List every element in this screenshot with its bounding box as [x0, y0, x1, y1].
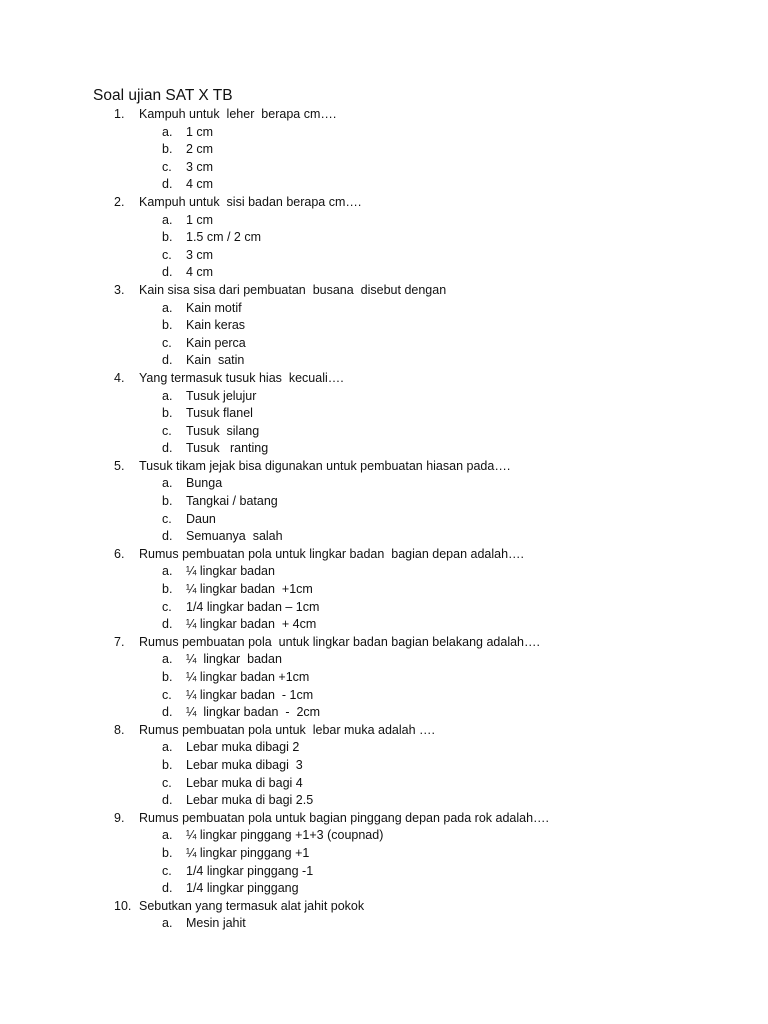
- option-letter: b.: [162, 757, 173, 772]
- option-list: [0, 915, 768, 933]
- option-letter: c.: [162, 159, 172, 174]
- question-item: [0, 194, 768, 282]
- option-letter: b.: [162, 230, 173, 245]
- answer-option: [0, 687, 768, 705]
- option-letter: b.: [162, 142, 173, 157]
- question-number: 4.: [114, 370, 125, 385]
- option-letter: c.: [162, 863, 172, 878]
- question-number: 2.: [114, 194, 125, 209]
- option-list: [0, 300, 768, 370]
- question-row: [0, 546, 768, 564]
- answer-option: [0, 599, 768, 617]
- answer-option: [0, 845, 768, 863]
- option-letter: b.: [162, 670, 173, 684]
- question-number: 5.: [114, 458, 125, 473]
- option-letter: d.: [162, 705, 173, 720]
- option-text: 2 cm: [186, 142, 214, 157]
- question-row: [0, 634, 768, 652]
- question-row: [0, 458, 768, 476]
- answer-option: [0, 669, 768, 687]
- option-letter: a.: [162, 388, 173, 403]
- option-list: [0, 739, 768, 809]
- option-letter: a.: [162, 212, 173, 227]
- option-text: ¼ lingkar pinggang +1: [186, 845, 310, 860]
- option-text: Tusuk ranting: [186, 441, 269, 456]
- question-item: [0, 634, 768, 722]
- answer-option: [0, 264, 768, 282]
- answer-option: [0, 388, 768, 406]
- answer-option: [0, 247, 768, 265]
- question-number: 8.: [114, 722, 125, 737]
- option-text: ¼ lingkar pinggang +1+3 (coupnad): [186, 828, 384, 843]
- answer-option: [0, 915, 768, 933]
- question-item: [0, 282, 768, 370]
- option-letter: b.: [162, 845, 173, 860]
- question-row: [0, 194, 768, 212]
- question-number: 9.: [114, 810, 125, 825]
- answer-option: [0, 827, 768, 845]
- option-text: 1/4 lingkar pinggang -1: [186, 863, 314, 878]
- answer-option: [0, 616, 768, 634]
- option-text: Daun: [186, 511, 216, 526]
- answer-option: [0, 352, 768, 370]
- question-text: Yang termasuk tusuk hias kecuali….: [139, 370, 344, 385]
- option-text: 4 cm: [186, 265, 214, 280]
- answer-option: [0, 739, 768, 757]
- question-item: [0, 810, 768, 898]
- option-letter: c.: [162, 511, 172, 526]
- option-letter: a.: [162, 300, 173, 315]
- question-text: Rumus pembuatan pola untuk lingkar badan bagian depan adalah….: [139, 546, 524, 561]
- option-text: Lebar muka di bagi 4: [186, 775, 303, 790]
- answer-option: [0, 405, 768, 423]
- option-list: [0, 563, 768, 633]
- option-letter: d.: [162, 353, 173, 368]
- option-text: 1/4 lingkar pinggang: [186, 881, 299, 896]
- option-text: Kain perca: [186, 335, 246, 350]
- answer-option: [0, 704, 768, 722]
- option-letter: a.: [162, 652, 173, 667]
- option-letter: b.: [162, 318, 173, 333]
- option-letter: b.: [162, 582, 173, 597]
- question-text: Kampuh untuk leher berapa cm….: [139, 107, 337, 121]
- option-letter: a.: [162, 828, 173, 843]
- option-text: Tusuk silang: [186, 423, 260, 438]
- question-item: [0, 106, 768, 194]
- question-list: [0, 106, 768, 933]
- option-text: ¼ lingkar badan - 1cm: [186, 687, 314, 702]
- question-text: Rumus pembuatan pola untuk bagian pinggang depan pada rok adalah….: [139, 810, 550, 825]
- question-number: 10.: [114, 898, 132, 913]
- question-number: 3.: [114, 282, 125, 297]
- option-letter: c.: [162, 247, 172, 262]
- option-text: Semuanya salah: [186, 529, 283, 544]
- question-row: [0, 810, 768, 828]
- option-text: Kain satin: [186, 353, 245, 368]
- option-text: 1.5 cm / 2 cm: [186, 230, 262, 245]
- option-text: 1 cm: [186, 124, 214, 139]
- question-item: [0, 722, 768, 810]
- question-row: [0, 898, 768, 916]
- answer-option: [0, 863, 768, 881]
- answer-option: [0, 493, 768, 511]
- question-number: 1.: [114, 107, 125, 121]
- option-list: [0, 651, 768, 721]
- option-letter: c.: [162, 423, 172, 438]
- option-list: [0, 124, 768, 194]
- option-letter: c.: [162, 687, 172, 702]
- answer-option: [0, 300, 768, 318]
- question-row: [0, 282, 768, 300]
- option-letter: a.: [162, 124, 173, 139]
- option-text: Lebar muka dibagi 3: [186, 757, 303, 772]
- option-letter: a.: [162, 916, 173, 931]
- option-text: ¼ lingkar badan: [186, 564, 275, 579]
- answer-option: [0, 581, 768, 599]
- option-list: [0, 212, 768, 282]
- document-title: Soal ujian SAT X TB: [93, 87, 233, 104]
- option-letter: d.: [162, 617, 173, 632]
- question-text: Sebutkan yang termasuk alat jahit pokok: [139, 898, 365, 913]
- option-text: Lebar muka di bagi 2.5: [186, 793, 314, 808]
- option-letter: d.: [162, 881, 173, 896]
- answer-option: [0, 775, 768, 793]
- option-text: ¼ lingkar badan - 2cm: [186, 705, 321, 720]
- option-text: ¼ lingkar badan: [186, 652, 282, 667]
- option-text: Tangkai / batang: [186, 494, 278, 509]
- answer-option: [0, 212, 768, 230]
- answer-option: [0, 880, 768, 898]
- answer-option: [0, 124, 768, 142]
- answer-option: [0, 475, 768, 493]
- question-text: Tusuk tikam jejak bisa digunakan untuk pembuatan hiasan pada….: [139, 458, 511, 473]
- option-text: Tusuk jelujur: [186, 388, 257, 403]
- option-text: Kain motif: [186, 300, 242, 315]
- option-letter: d.: [162, 177, 173, 192]
- question-row: [0, 370, 768, 388]
- option-letter: c.: [162, 599, 172, 614]
- option-text: 3 cm: [186, 247, 214, 262]
- answer-option: [0, 651, 768, 669]
- option-letter: a.: [162, 476, 173, 491]
- option-letter: c.: [162, 775, 172, 790]
- option-letter: d.: [162, 265, 173, 280]
- option-text: 1/4 lingkar badan – 1cm: [186, 599, 320, 614]
- question-item: [0, 898, 768, 933]
- question-number: 6.: [114, 546, 125, 561]
- question-row: [0, 722, 768, 740]
- option-letter: d.: [162, 793, 173, 808]
- answer-option: [0, 563, 768, 581]
- answer-option: [0, 141, 768, 159]
- option-text: Mesin jahit: [186, 916, 246, 931]
- option-letter: b.: [162, 406, 173, 421]
- option-text: ¼ lingkar badan + 4cm: [186, 617, 317, 632]
- answer-option: [0, 440, 768, 458]
- option-list: [0, 827, 768, 897]
- answer-option: [0, 423, 768, 441]
- answer-option: [0, 159, 768, 177]
- question-item: [0, 458, 768, 546]
- question-number: 7.: [114, 634, 125, 649]
- option-letter: a.: [162, 564, 173, 579]
- option-text: Kain keras: [186, 318, 246, 333]
- option-text: Bunga: [186, 476, 223, 491]
- option-text: 3 cm: [186, 159, 214, 174]
- question-item: [0, 546, 768, 634]
- option-list: [0, 388, 768, 458]
- answer-option: [0, 757, 768, 775]
- question-text: Kampuh untuk sisi badan berapa cm….: [139, 194, 362, 209]
- answer-option: [0, 176, 768, 194]
- option-letter: d.: [162, 529, 173, 544]
- question-text: Rumus pembuatan pola untuk lingkar badan bagian belakang adalah….: [139, 634, 540, 649]
- option-text: 1 cm: [186, 212, 214, 227]
- option-letter: d.: [162, 441, 173, 456]
- answer-option: [0, 317, 768, 335]
- question-text: Rumus pembuatan pola untuk lebar muka adalah ….: [139, 722, 436, 737]
- question-text: Kain sisa sisa dari pembuatan busana disebut dengan: [139, 282, 447, 297]
- option-letter: b.: [162, 494, 173, 509]
- option-text: ¼ lingkar badan +1cm: [186, 582, 313, 597]
- answer-option: [0, 528, 768, 546]
- option-letter: a.: [162, 740, 173, 755]
- option-text: ¼ lingkar badan +1cm: [186, 670, 310, 684]
- answer-option: [0, 511, 768, 529]
- question-row: [0, 106, 768, 124]
- option-text: Tusuk flanel: [186, 406, 253, 421]
- answer-option: [0, 229, 768, 247]
- question-item: [0, 370, 768, 458]
- option-letter: c.: [162, 335, 172, 350]
- option-text: Lebar muka dibagi 2: [186, 740, 300, 755]
- answer-option: [0, 335, 768, 353]
- option-list: [0, 475, 768, 545]
- option-text: 4 cm: [186, 177, 214, 192]
- answer-option: [0, 792, 768, 810]
